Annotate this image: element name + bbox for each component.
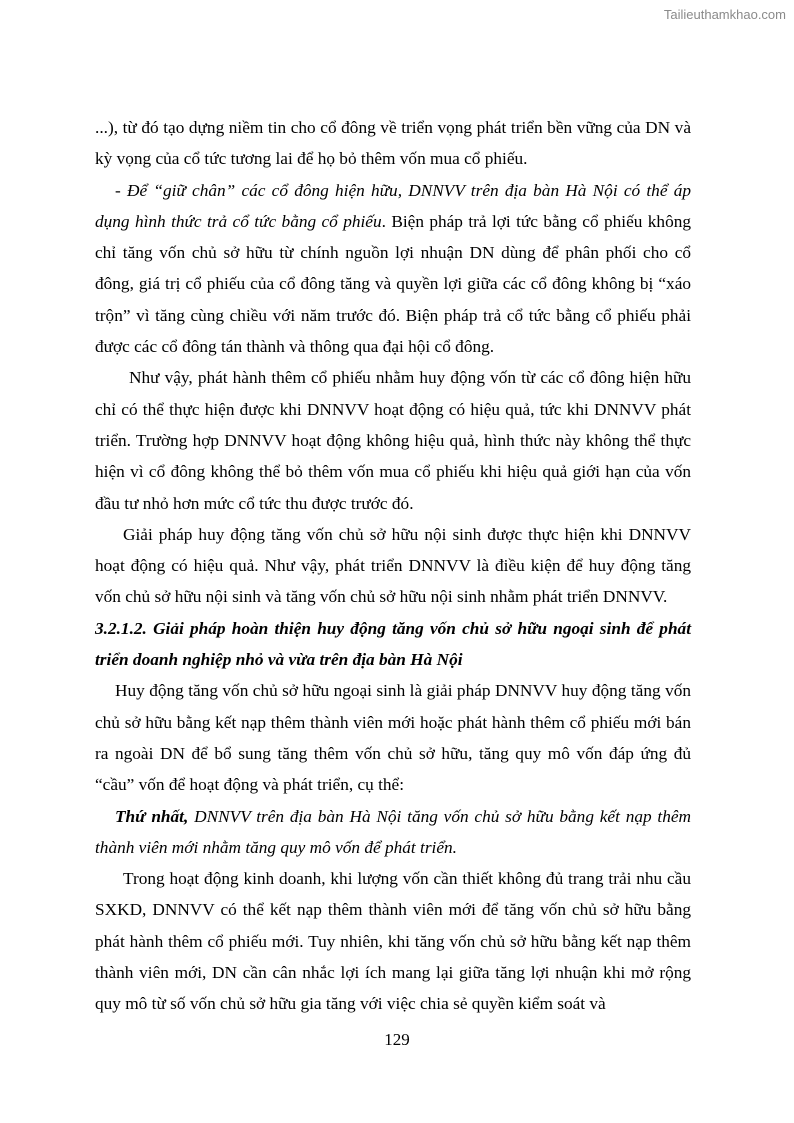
paragraph-2-rest: . Biện pháp trả lợi tức bằng cổ phiếu không chỉ tăng vốn chủ sở hữu từ chính nguồn lợi nhuận DN dùng để phân phối cho cổ đông, giá trị cổ phiếu của cổ đông tăng và quyền lợi giữa các cổ đông không bị “xáo trộn” vì tăng cùng chiều với năm trước đó. Biện pháp trả cổ tức bằng cổ phiếu phải được các cổ đông tán thành và thông qua đại hội cổ đông. <box>95 211 691 357</box>
paragraph-6-rest: DNNVV trên địa bàn Hà Nội tăng vốn chủ sở hữu bằng kết nạp thêm thành viên mới nhằm tăng quy mô vốn để phát triển. <box>95 806 691 857</box>
page-body <box>95 112 691 1020</box>
paragraph-3: Như vậy, phát hành thêm cổ phiếu nhằm huy động vốn từ các cổ đông hiện hữu chỉ có thể thực hiện được khi DNNVV hoạt động có hiệu quả, tức khi DNNVV phát triển. Trường hợp DNNVV hoạt động không hiệu quả, hình thức này không thể thực hiện vì cổ đông không thể bỏ thêm vốn mua cổ phiếu khi hiệu quả giới hạn của vốn đầu tư nhỏ hơn mức cổ tức thu được trước đó. <box>95 368 691 513</box>
paragraph-5: Huy động tăng vốn chủ sở hữu ngoại sinh là giải pháp DNNVV huy động tăng vốn chủ sở hữu bằng kết nạp thêm thành viên mới hoặc phát hành thêm cổ phiếu mới bán ra ngoài DN để bổ sung tăng thêm vốn chủ sở hữu, tăng quy mô vốn đáp ứng đủ “cầu” vốn để hoạt động và phát triển, cụ thể: <box>95 681 691 795</box>
paragraph-1: ...), từ đó tạo dựng niềm tin cho cổ đông về triển vọng phát triển bền vững của DN và kỳ vọng của cổ tức tương lai để họ bỏ thêm vốn mua cổ phiếu. <box>95 118 691 169</box>
paragraph-4: Giải pháp huy động tăng vốn chủ sở hữu nội sinh được thực hiện khi DNNVV hoạt động có hiệu quả. Như vậy, phát triển DNNVV là điều kiện để huy động tăng vốn chủ sở hữu nội sinh và tăng vốn chủ sở hữu nội sinh nhằm phát triển DNNVV. <box>95 524 691 607</box>
paragraph-2-italic: - Để “giữ chân” các cổ đông hiện hữu, DNNVV trên địa bàn Hà Nội có thể áp dụng hình thức trả cổ tức bằng cổ phiếu <box>95 180 691 231</box>
watermark: Tailieuthamkhao.com <box>663 7 786 22</box>
section-heading: 3.2.1.2. Giải pháp hoàn thiện huy động tăng vốn chủ sở hữu ngoại sinh để phát triển doanh nghiệp nhỏ và vừa trên địa bàn Hà Nội <box>95 618 691 670</box>
paragraph-2 <box>95 175 691 363</box>
paragraph-6 <box>95 801 691 864</box>
paragraph-7: Trong hoạt động kinh doanh, khi lượng vốn cần thiết không đủ trang trải nhu cầu SXKD, DNNVV có thể kết nạp thêm thành viên mới để tăng vốn chủ sở hữu bằng phát hành thêm cổ phiếu mới. Tuy nhiên, khi tăng vốn chủ sở hữu bằng kết nạp thêm thành viên mới, DN cần cân nhắc lợi ích mang lại giữa tăng lợi nhuận khi mở rộng quy mô từ số vốn chủ sở hữu gia tăng với việc chia sẻ quyền kiểm soát và <box>95 869 691 1014</box>
page-number: 129 <box>384 1030 410 1049</box>
paragraph-6-bold: Thứ nhất, <box>115 806 189 826</box>
